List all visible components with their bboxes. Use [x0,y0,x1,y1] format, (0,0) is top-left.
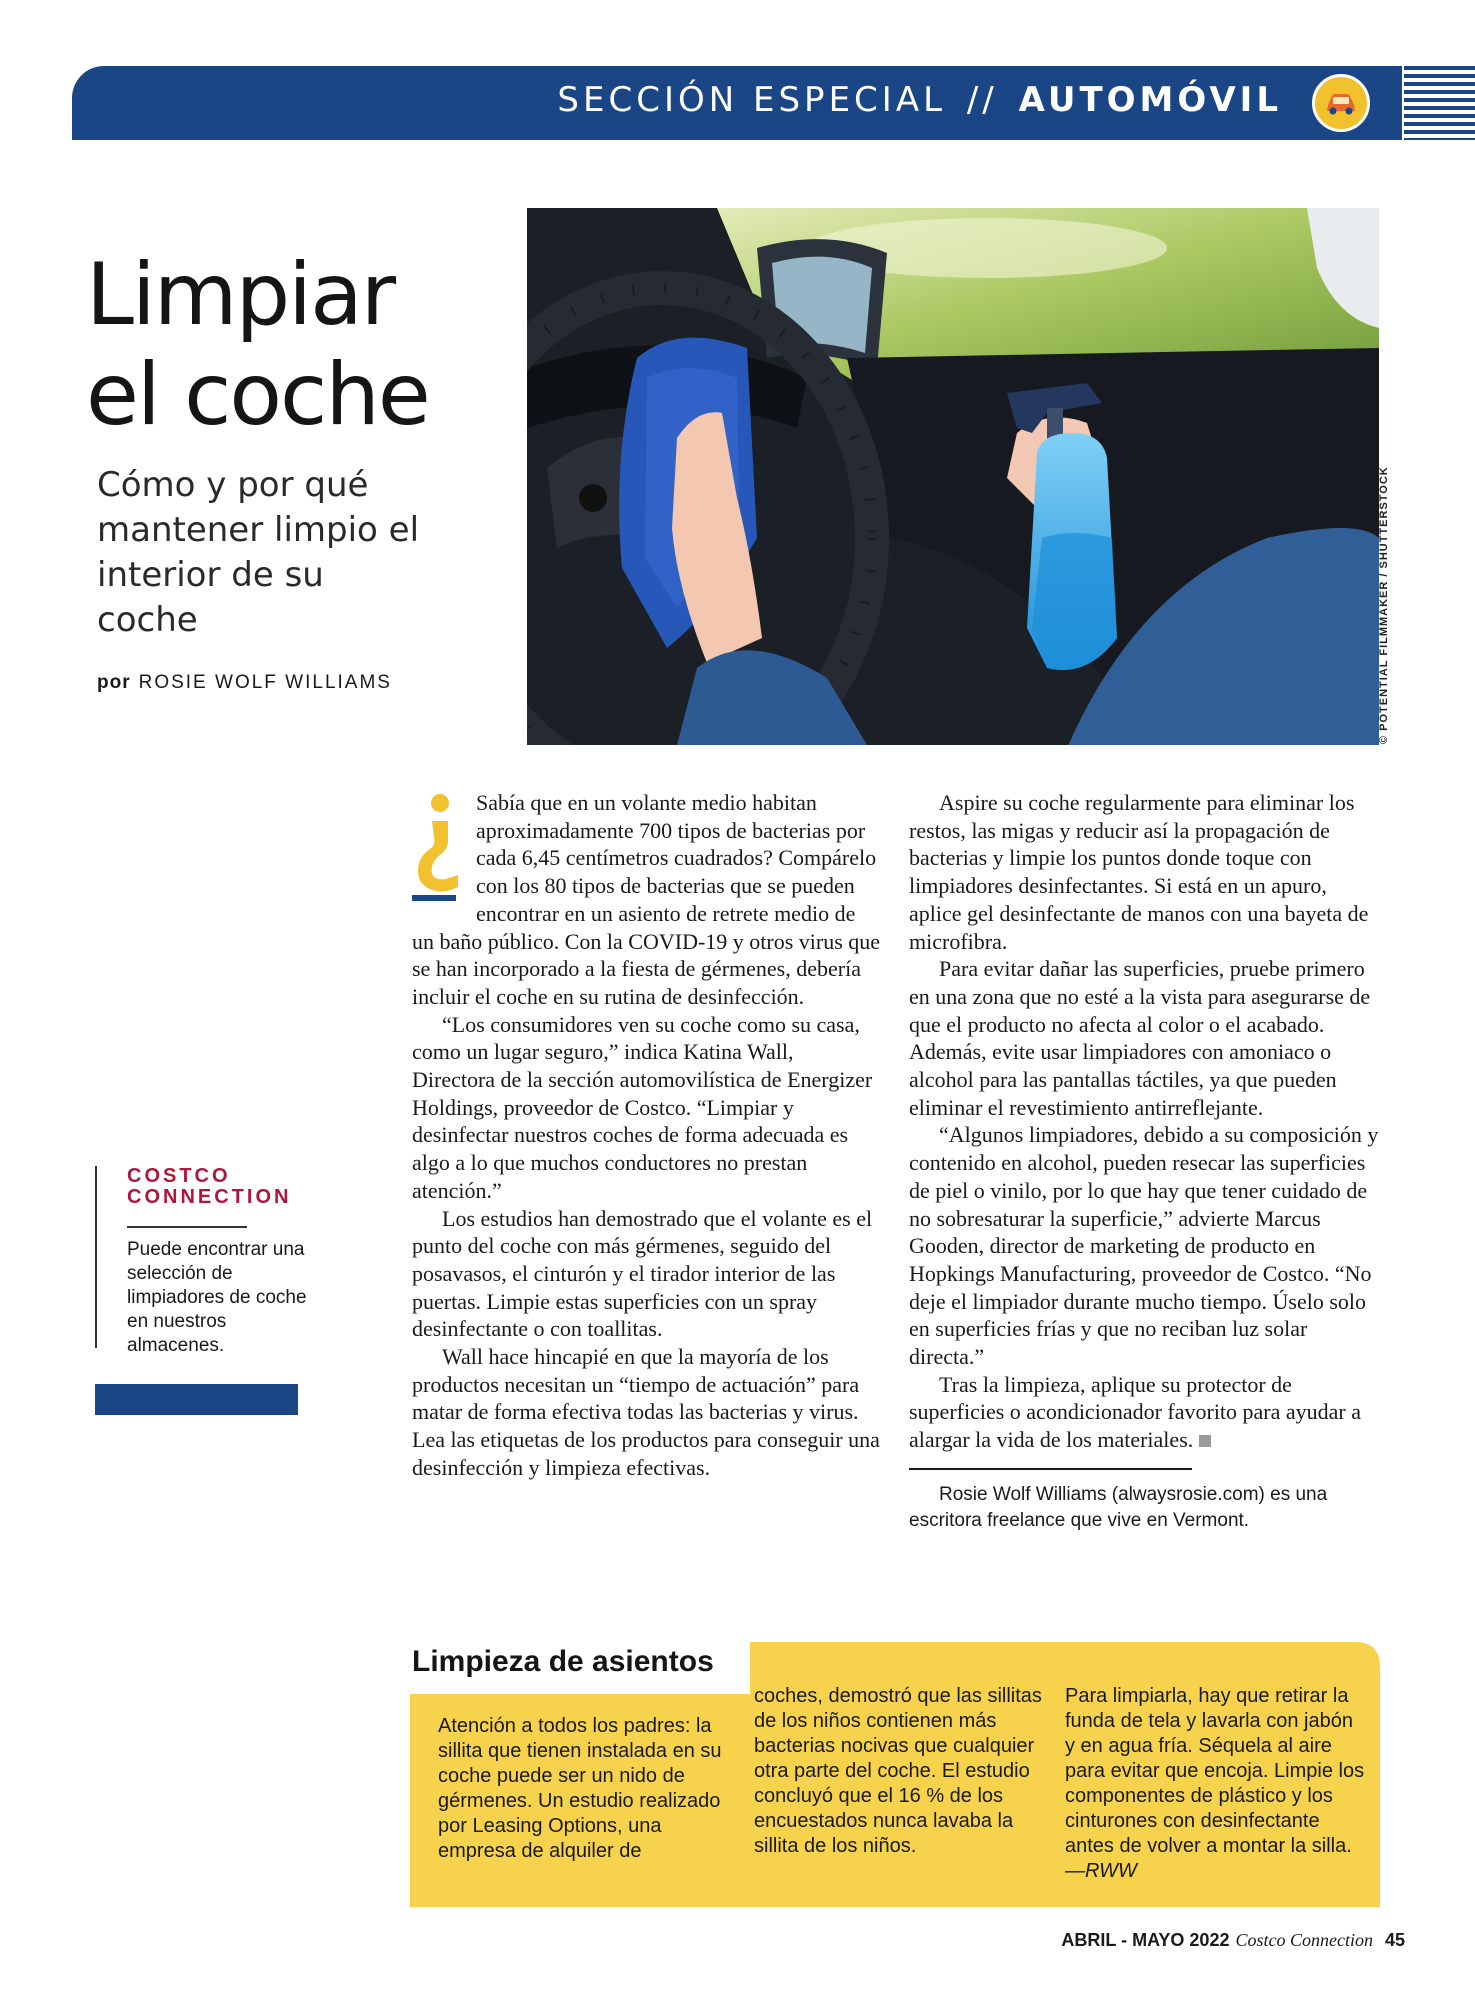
costco-connection-sidebar [95,1165,325,1356]
body-paragraph-text: Tras la limpieza, aplique su protector de superficies o acondicionador favorito para ayudar a alargar la vida de los materiales. [909,1371,1362,1453]
bio-divider [909,1468,1192,1470]
sidebar-title-line-2: CONNECTION [127,1186,292,1208]
seat-box-column-3-text: Para limpiarla, hay que retirar la funda de tela y lavarla con jabón y en agua fría. Séquela al aire para evitar que encoja. Limpie los componentes de plástico y los cinturones con desinfectante antes de volver a montar la silla. [1065,1685,1365,1857]
section-label [557,80,1282,120]
byline [97,672,392,694]
body-paragraph: “Algunos limpiadores, debido a su composición y contenido en alcohol, pueden resecar las superficies de piel o vinilo, por lo que hay que tener cuidado de no sobresaturar la superficie,” advierte Marcus Gooden, director de marketing de producto en Hopkings Manufacturing, proveedor de Costco. “No deje el limpiador durante mucho tiempo. Úselo solo en superficies frías y que no reciban luz solar directa.” [909,1122,1379,1370]
hero-photo [527,208,1379,745]
page-footer [1061,1930,1405,1951]
body-paragraph: Sabía que en un volante medio habitan aproximadamente 700 tipos de bacterias por cada 6,45 centímetros cuadrados? Compárelo con los 80 tipos de bacterias que se pueden encontrar en un asiento de retrete medio de un baño público. Con la COVID-19 y otros virus que se han incorporado a la fiesta de gérmenes, debería incluir el coche en su rutina de desinfección. [412,790,881,1009]
seat-box-column-3 [1065,1684,1365,1884]
end-mark-icon [1199,1435,1211,1447]
byline-author: ROSIE WOLF WILLIAMS [138,672,392,693]
article-subtitle: Cómo y por qué mantener limpio el interior de su coche [97,465,420,640]
issue-date: ABRIL - MAYO 2022 [1061,1930,1230,1950]
photo-credit: © POTENTIAL FILMMAKER / SHUTTERSTOCK [1378,466,1390,744]
body-paragraph: Para evitar dañar las superficies, pruebe primero en una zona que no esté a la vista para asegurarse de que el producto no afecta al color o el acabado. Además, evite usar limpiadores con amoniaco o alcohol para las pantallas táctiles, ya que pueden eliminar el revestimiento antirreflejante. [909,956,1371,1120]
drop-cap-icon [412,791,466,901]
sidebar-text: Puede encontrar una selección de limpiadores de coche en nuestros almacenes. [127,1239,307,1356]
body-paragraph: “Los consumidores ven su coche como su casa, como un lugar seguro,” indica Katina Wall, Directora de la sección automovilística de Energizer Holdings, proveedor de Costco. “Limpiar y desinfectar nuestros coches de forma adecuada es algo a lo que muchos conductores no prestan atención.” [412,1011,873,1203]
body-paragraph: Los estudios han demostrado que el volante es el punto del coche con más gérmenes, seguido del posavasos, el cinturón y el tirador interior de las puertas. Limpie estas superficies con un spray desinfectante o con toallitas. [412,1205,873,1342]
magazine-name: Costco Connection [1235,1930,1373,1950]
author-bio: Rosie Wolf Williams (alwaysrosie.com) es una escritora freelance que vive en Vermont. [909,1483,1328,1531]
article-title [86,245,516,445]
body-paragraph: Wall hace hincapié en que la mayoría de los productos necesitan un “tiempo de actuación” para matar de forma efectiva todas las bacterias y virus. Lea las etiquetas de los productos para conseguir una desinfección y limpieza efectivas. [412,1344,880,1480]
section-category: AUTOMÓVIL [1018,80,1282,120]
car-icon [1312,74,1370,132]
seat-cleaning-box [410,1642,1380,1907]
section-header-band [72,66,1402,140]
body-paragraph-last [909,1371,1379,1454]
seat-box-column-1: Atención a todos los padres: la sillita que tienen instalada en su coche puede ser un nido de gérmenes. Un estudio realizado por Leasing Options, una empresa de alquiler de [438,1715,722,1862]
article-body-right [909,789,1379,1534]
section-name: SECCIÓN ESPECIAL [557,80,947,120]
seat-box-signature: —RWW [1065,1860,1137,1882]
section-separator: // [966,80,998,120]
article-body-left [412,789,882,1482]
seat-box-column-2: coches, demostró que las sillitas de los niños contienen más bacterias nocivas que cualquier otra parte del coche. El estudio concluyó que el 16 % de los encuestados nunca lavaba la sillita de los niños. [754,1685,1042,1857]
sidebar-title-line-1: COSTCO [127,1165,231,1187]
page-number: 45 [1384,1930,1405,1950]
header-stripes [1404,66,1475,140]
title-line-1: Limpiar [86,245,395,345]
sidebar-divider [127,1226,247,1228]
sidebar-color-block [95,1384,298,1415]
title-line-2: el coche [86,345,429,445]
sidebar-title [127,1166,325,1208]
body-paragraph: Aspire su coche regularmente para eliminar los restos, las migas y reducir así la propagación de bacterias y limpie los puntos donde toque con limpiadores desinfectantes. Si está en un apuro, aplice gel desinfectante de manos con una bayeta de microfibra. [909,790,1369,954]
seat-box-title: Limpieza de asientos [412,1645,714,1678]
byline-prefix: por [97,672,131,693]
